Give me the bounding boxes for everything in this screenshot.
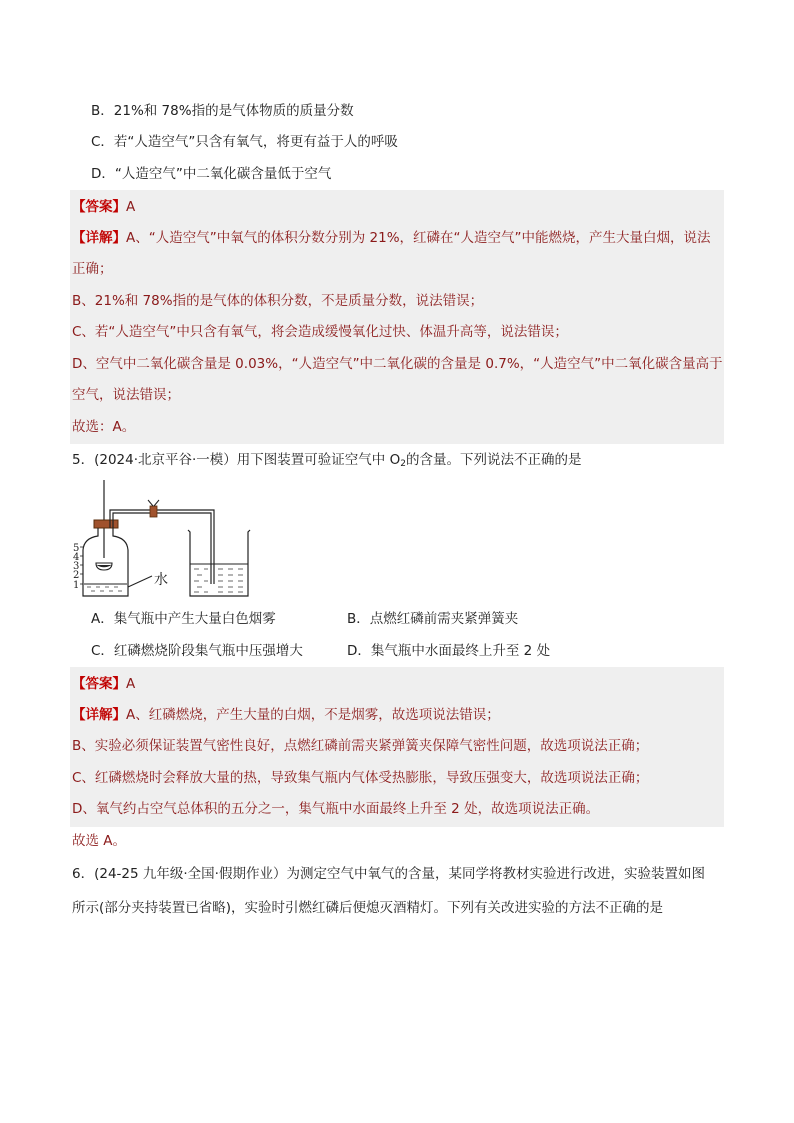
spring-clamp xyxy=(148,500,159,517)
q5-option-c: C．红磷燃烧阶段集气瓶中压强增大 xyxy=(91,643,303,659)
answer-value: A xyxy=(126,199,136,215)
detail-tag: 【详解】 xyxy=(72,230,126,246)
q4-option-d: D．“人造空气”中二氧化碳含量低于空气 xyxy=(91,166,332,182)
beaker-water-hatch xyxy=(194,569,243,592)
apparatus-diagram xyxy=(72,476,262,600)
q4-detail-line-2: 正确； xyxy=(72,261,113,277)
answer-tag: 【答案】 xyxy=(72,676,126,692)
q5-detail-conclusion: 故选 A。 xyxy=(72,833,127,849)
scale-label-1: 1 xyxy=(73,580,80,591)
stopper xyxy=(94,520,118,528)
q4-detail-line-7: 故选：A。 xyxy=(72,419,136,435)
q5-detail-line-2: B、实验必须保证装置气密性良好，点燃红磷前需夹紧弹簧夹保障气密性问题，故选项说法正确； xyxy=(72,738,649,754)
q6-stem-line-2: 所示(部分夹持装置已省略)，实验时引燃红磷后便熄灭酒精灯。下列有关改进实验的方法不正确的是 xyxy=(72,900,664,916)
q4-answer xyxy=(72,197,135,217)
q6-stem-line-1: 6．(24-25 九年级·全国·假期作业）为测定空气中氧气的含量，某同学将教材实验进行改进，实验装置如图 xyxy=(72,866,705,882)
detail-tag: 【详解】 xyxy=(72,707,126,723)
q4-detail-line-6: 空气，说法错误； xyxy=(72,387,180,403)
q5-answer xyxy=(72,674,135,694)
q4-option-c: C．若“人造空气”只含有氧气，将更有益于人的呼吸 xyxy=(91,134,398,150)
q4-answer-box xyxy=(70,190,724,444)
answer-value: A xyxy=(126,676,136,692)
q4-detail-line-3: B、21%和 78%指的是气体的体积分数，不是质量分数，说法错误； xyxy=(72,293,484,309)
q5-detail-line-1: 【详解】A、红磷燃烧，产生大量的白烟，不是烟雾，故选项说法错误； xyxy=(72,707,500,723)
q5-answer-box xyxy=(70,667,724,827)
q5-option-a: A．集气瓶中产生大量白色烟雾 xyxy=(91,611,276,627)
water-label-pointer xyxy=(128,576,152,587)
q5-option-d: D．集气瓶中水面最终上升至 2 处 xyxy=(347,643,551,659)
q5-detail-line-4: D、氧气约占空气总体积的五分之一，集气瓶中水面最终上升至 2 处，故选项说法正确。 xyxy=(72,801,600,817)
q4-detail-line-5: D、空气中二氧化碳含量是 0.03%，“人造空气”中二氧化碳的含量是 0.7%，“人造空气”中二氧化碳含量高于 xyxy=(72,356,723,372)
scale-label-4: 4 xyxy=(73,552,80,563)
scale-label-3: 3 xyxy=(73,561,80,572)
q5-detail-line-3: C、红磷燃烧时会释放大量的热，导致集气瓶内气体受热膨胀，导致压强变大，故选项说法正确； xyxy=(72,770,649,786)
scale-label-5: 5 xyxy=(73,543,80,554)
beaker xyxy=(188,530,250,596)
scale-label-2: 2 xyxy=(73,570,80,581)
q4-detail-line-4: C、若“人造空气”中只含有氧气，将会造成缓慢氧化过快、体温升高等，说法错误； xyxy=(72,324,568,340)
q5-option-b: B．点燃红磷前需夹紧弹簧夹 xyxy=(347,611,519,627)
q4-option-b: B．21%和 78%指的是气体物质的质量分数 xyxy=(91,103,354,119)
q4-detail-line-1: 【详解】A、“人造空气”中氧气的体积分数分别为 21%，红磷在“人造空气”中能燃烧，产生大量白烟，说法 xyxy=(72,230,711,246)
q5-stem: 5．(2024·北京平谷·一模）用下图装置可验证空气中 $O_2$的含量。下列说法不正确的是 xyxy=(72,452,582,469)
answer-tag: 【答案】 xyxy=(72,199,126,215)
water-label: 水 xyxy=(154,572,168,588)
